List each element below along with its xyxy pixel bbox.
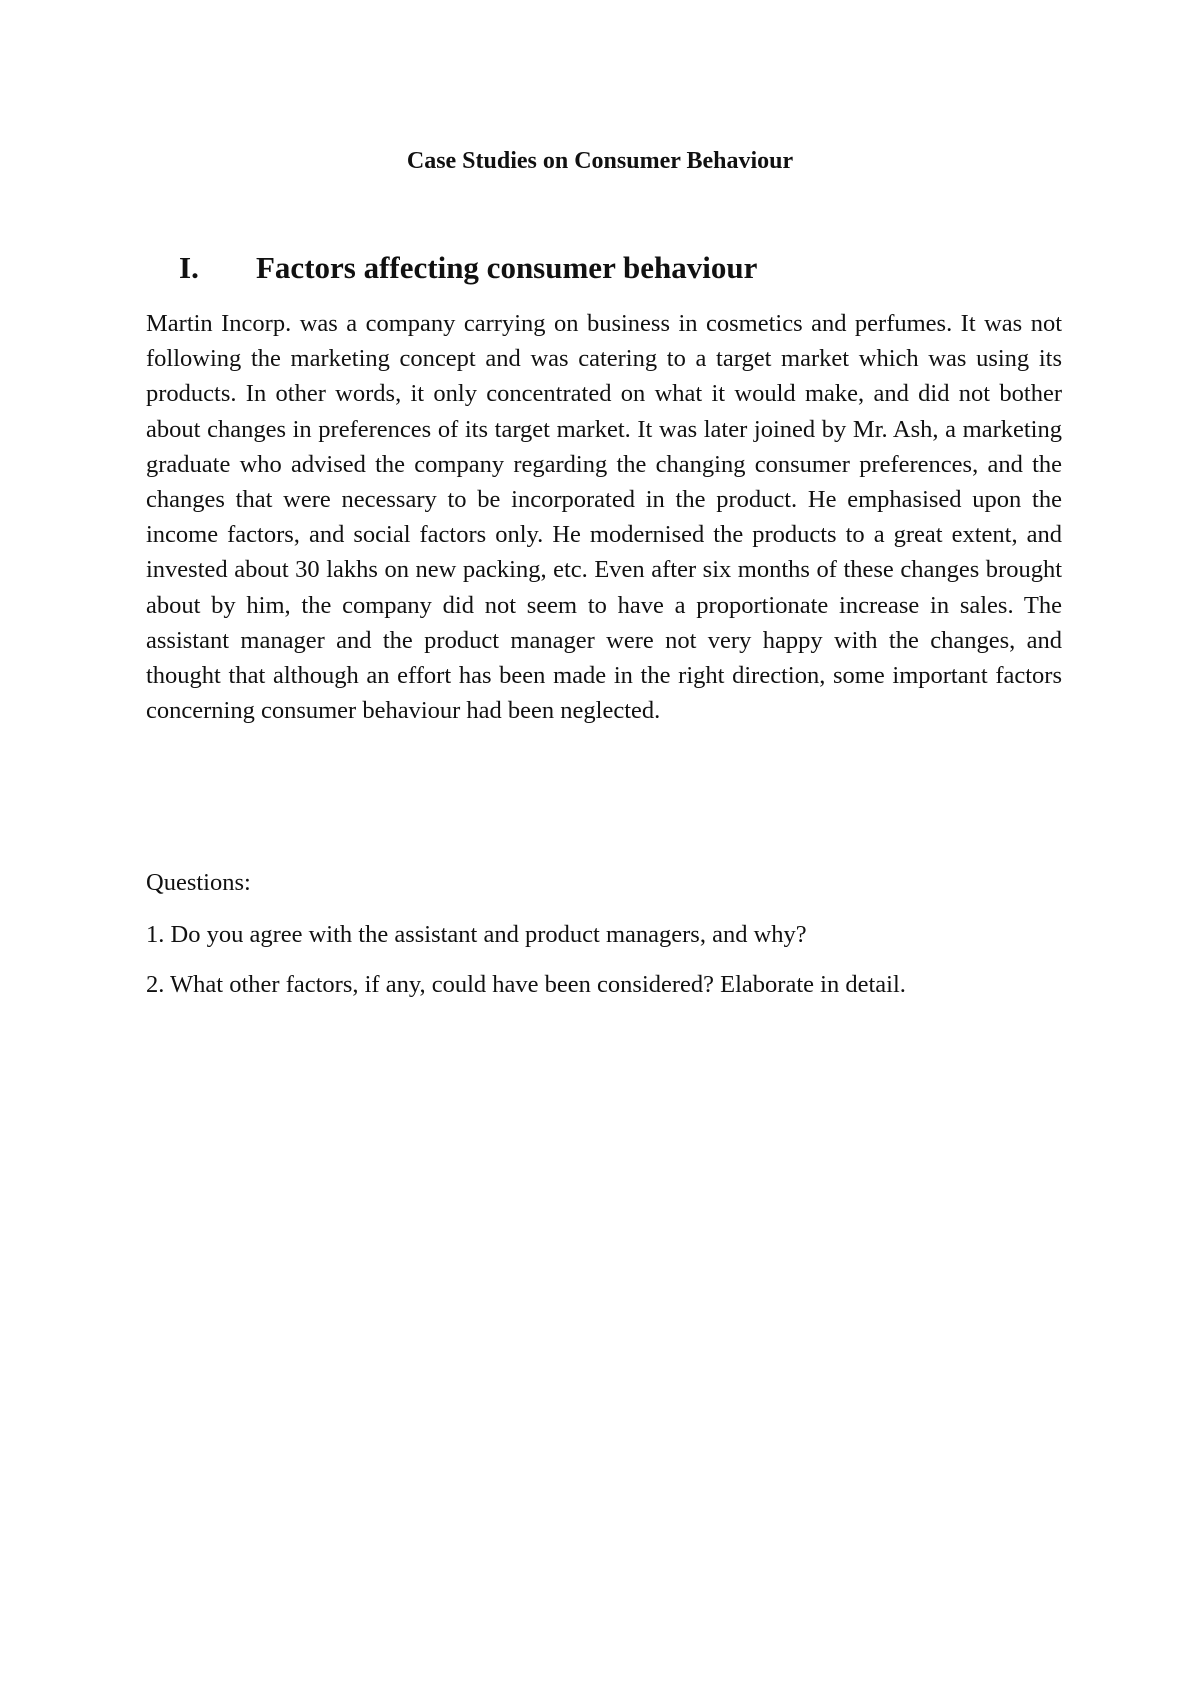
questions-label: Questions: [146,869,251,896]
question-item: 2. What other factors, if any, could have been considered? Elaborate in detail. [146,971,906,998]
section-number: I. [179,250,199,285]
case-study-paragraph: Martin Incorp. was a company carrying on business in cosmetics and perfumes. It was not following the marketing concept and was catering to a target market which was using its products. In other words, it only concentrated on what it would make, and did not bother about changes in preferences of its target market. It was later joined by Mr. Ash, a marketing graduate who advised the company regarding the changing consumer preferences, and the changes that were necessary to be incorporated in the product. He emphasised upon the income factors, and social factors only. He modernised the products to a great extent, and invested about 30 lakhs on new packing, etc. Even after six months of these changes brought about by him, the company did not seem to have a proportionate increase in sales. The assistant manager and the product manager were not very happy with the changes, and thought that although an effort has been made in the right direction, some important factors concerning consumer behaviour had been neglected. [146,310,1062,725]
section-heading [179,248,757,288]
section-heading-text: Factors affecting consumer behaviour [256,250,758,285]
question-item: 1. Do you agree with the assistant and product managers, and why? [146,921,807,948]
document-title: Case Studies on Consumer Behaviour [406,148,794,174]
